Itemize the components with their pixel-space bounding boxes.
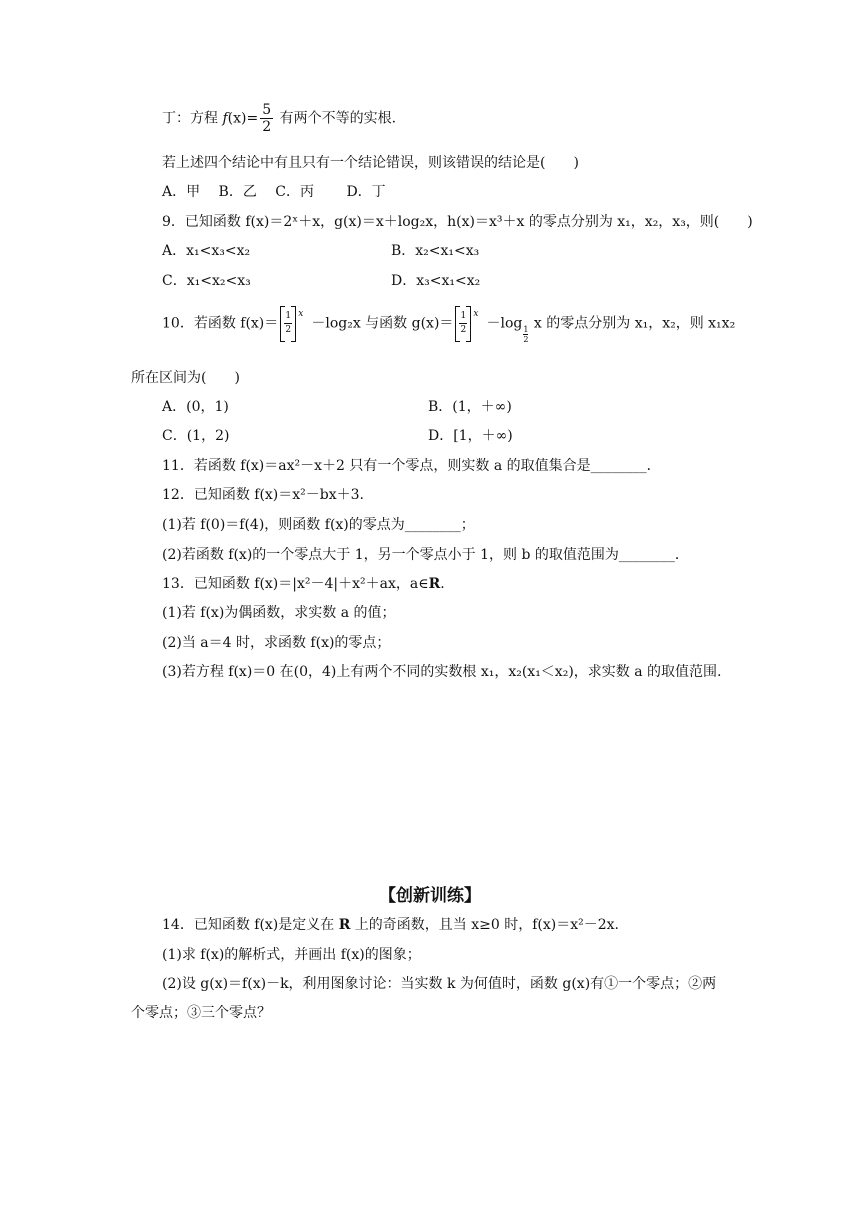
q10-exponent-2: x xyxy=(473,309,479,319)
q9-option-b: B．x₂<x₁<x₃ xyxy=(391,243,480,259)
q12-part1: (1)若 f(0)＝f(4)，则函数 f(x)的零点为________； xyxy=(162,517,475,533)
q10-continuation: 所在区间为( ) xyxy=(131,370,240,386)
q13-part1: (1)若 f(x)为偶函数，求实数 a 的值； xyxy=(162,605,396,621)
fraction-denominator: 2 xyxy=(262,119,272,135)
q10-stem xyxy=(162,300,735,344)
q14-stem xyxy=(162,916,619,934)
bracket-fraction-one-half xyxy=(280,306,296,342)
q12-part2: (2)若函数 f(x)的一个零点大于 1，另一个零点小于 1，则 b 的取值范围为________． xyxy=(162,547,689,563)
q13-part2: (2)当 a＝4 时，求函数 f(x)的零点； xyxy=(162,635,391,651)
q14-real-set: R xyxy=(338,917,351,933)
q14-pre: 14．已知函数 f(x)是定义在 xyxy=(162,917,339,933)
q14-part2: (2)设 g(x)＝f(x)－k，利用图象讨论：当实数 k 为何值时，函数 g(x)有①一个零点；②两 xyxy=(162,976,717,992)
section-heading: 【创新训练】 xyxy=(379,886,481,906)
log-base-half xyxy=(523,325,528,344)
q10-option-d: D．[1，＋∞) xyxy=(428,428,513,444)
q8-options: A．甲 B．乙 C．丙 D．丁 xyxy=(162,184,386,200)
q8-stem: 若上述四个结论中有且只有一个结论错误，则该错误的结论是( ) xyxy=(162,155,579,171)
log-base-num: 1 xyxy=(523,324,529,334)
q12-stem: 12．已知函数 f(x)＝x²－bx＋3. xyxy=(162,487,364,503)
q14-part1: (1)求 f(x)的解析式，并画出 f(x)的图象； xyxy=(162,947,421,963)
ding-f: f xyxy=(222,110,228,127)
q14-post: 上的奇函数，且当 x≥0 时，f(x)＝x²－2x. xyxy=(350,917,620,933)
q10-option-c: C．(1，2) xyxy=(162,428,230,444)
q10-exponent: x xyxy=(298,309,304,319)
q13-pre: 13．已知函数 f(x)＝|x²－4|＋x²＋ax，a∈ xyxy=(162,576,429,592)
q10-part3: －log xyxy=(486,315,523,332)
q11-stem: 11．若函数 f(x)＝ax²－x＋2 只有一个零点，则实数 a 的取值集合是________． xyxy=(162,458,661,474)
q13-stem xyxy=(162,575,445,593)
q10-option-a: A．(0，1) xyxy=(162,399,229,415)
q13-real-set: R xyxy=(428,576,441,592)
q9-option-d: D．x₃<x₁<x₂ xyxy=(391,273,481,289)
q9-stem: 9．已知函数 f(x)＝2ˣ＋x，g(x)＝x＋log₂x，h(x)＝x³＋x 的零点分别为 x₁，x₂，x₃，则( ) xyxy=(162,214,753,230)
fraction-numerator: 5 xyxy=(262,102,272,118)
q10-frac-num-2: 1 xyxy=(460,310,467,321)
log-base-den: 2 xyxy=(523,334,529,344)
q10-part2: －log₂x 与函数 g(x)＝ xyxy=(311,315,454,332)
ding-prefix: 丁：方程 xyxy=(162,110,223,127)
q10-frac-den-2: 2 xyxy=(460,324,467,335)
q9-option-c: C．x₁<x₂<x₃ xyxy=(162,273,251,289)
fraction-five-halves xyxy=(260,102,273,135)
ding-suffix: 有两个不等的实根. xyxy=(275,110,397,127)
ding-x: (x)= xyxy=(227,110,259,127)
q9-option-a: A．x₁<x₃<x₂ xyxy=(162,243,251,259)
q10-frac-den: 2 xyxy=(285,324,292,335)
q10-part1: 10．若函数 f(x)＝ xyxy=(162,315,279,332)
bracket-fraction-one-half-2 xyxy=(455,306,471,342)
q13-part3: (3)若方程 f(x)＝0 在(0，4)上有两个不同的实数根 x₁，x₂(x₁＜x₂)，求实数 a 的取值范围. xyxy=(162,664,722,680)
statement-ding xyxy=(162,102,396,135)
q10-option-b: B．(1，＋∞) xyxy=(428,399,512,415)
q10-frac-num: 1 xyxy=(285,310,292,321)
q13-post: . xyxy=(440,576,445,592)
q14-part2-continuation: 个零点；③三个零点？ xyxy=(131,1005,271,1021)
q10-part4: x 的零点分别为 x₁，x₂，则 x₁x₂ xyxy=(529,315,736,332)
